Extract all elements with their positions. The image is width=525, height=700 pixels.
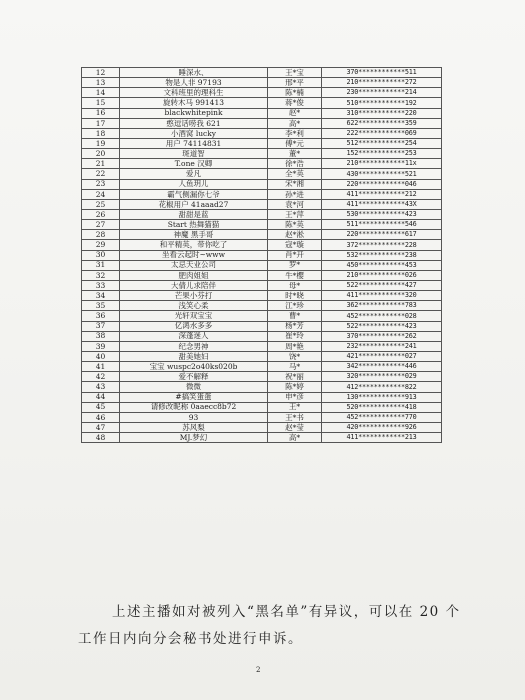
table-row	[82, 169, 442, 179]
real-name: 马*	[268, 362, 322, 372]
id-number: 230************214	[322, 88, 442, 98]
anchor-nickname: blackwhitepink	[120, 108, 268, 118]
row-number: 43	[82, 382, 120, 392]
row-number: 14	[82, 88, 120, 98]
real-name: 赵*莹	[268, 422, 322, 432]
table-row	[82, 382, 442, 392]
real-name: 寇*璇	[268, 240, 322, 250]
id-number: 210************11x	[322, 159, 442, 169]
table-row	[82, 199, 442, 209]
page-number: 2	[256, 666, 261, 674]
notice-line-1: 上述主播如对被列入“黑名单”有异议，可以在 20 个	[112, 604, 461, 620]
anchor-nickname: 霸气侧漏你七爷	[120, 189, 268, 199]
real-name: 宋*湘	[268, 179, 322, 189]
id-number: 530************423	[322, 209, 442, 219]
real-name: 高*	[268, 433, 322, 443]
real-name: 袁*河	[268, 199, 322, 209]
id-number: 411************213	[322, 433, 442, 443]
row-number: 33	[82, 280, 120, 290]
table-row	[82, 149, 442, 159]
anchor-nickname: 纪念男神	[120, 341, 268, 351]
id-number: 232************241	[322, 341, 442, 351]
table-row	[82, 128, 442, 138]
real-name: 杨*芳	[268, 321, 322, 331]
table-row	[82, 220, 442, 230]
row-number: 23	[82, 179, 120, 189]
id-number: 522************427	[322, 280, 442, 290]
id-number: 362************783	[322, 301, 442, 311]
id-number: 222************069	[322, 128, 442, 138]
table-row	[82, 189, 442, 199]
anchor-nickname: 光轩双宝宝	[120, 311, 268, 321]
anchor-nickname: 小酒窝 lucky	[120, 128, 268, 138]
id-number: 220************046	[322, 179, 442, 189]
row-number: 44	[82, 392, 120, 402]
row-number: 21	[82, 159, 120, 169]
row-number: 25	[82, 199, 120, 209]
row-number: 42	[82, 372, 120, 382]
row-number: 38	[82, 331, 120, 341]
id-number: 430************521	[322, 169, 442, 179]
anchor-nickname: 用户 74114831	[120, 138, 268, 148]
anchor-nickname: T.one 汉卿	[120, 159, 268, 169]
real-name: 高*	[268, 118, 322, 128]
id-number: 411************212	[322, 189, 442, 199]
id-number: 622************359	[322, 118, 442, 128]
anchor-nickname: 爱不解释	[120, 372, 268, 382]
row-number: 39	[82, 341, 120, 351]
anchor-nickname: 亿鸿水多多	[120, 321, 268, 331]
real-name: 罗*	[268, 260, 322, 270]
row-number: 13	[82, 78, 120, 88]
id-number: 421************027	[322, 351, 442, 361]
anchor-nickname: 肥肉姐姐	[120, 270, 268, 280]
anchor-nickname: 人鱼玥儿	[120, 179, 268, 189]
row-number: 22	[82, 169, 120, 179]
real-name: 王*	[268, 402, 322, 412]
real-name: 王*书	[268, 412, 322, 422]
table-row	[82, 230, 442, 240]
table-row	[82, 280, 442, 290]
real-name: 崔*玲	[268, 331, 322, 341]
table-row	[82, 301, 442, 311]
table-row	[82, 68, 442, 78]
real-name: 周*艳	[268, 341, 322, 351]
row-number: 34	[82, 291, 120, 301]
anchor-nickname: 请修改昵称 0aaecc8b72	[120, 402, 268, 412]
row-number: 48	[82, 433, 120, 443]
anchor-nickname: 甜美她妇	[120, 351, 268, 361]
table-row	[82, 159, 442, 169]
anchor-nickname: 花椒用户 41aaad27	[120, 199, 268, 209]
real-name: 孙*进	[268, 189, 322, 199]
anchor-nickname: 宝宝 wuspc2o40ks020b	[120, 362, 268, 372]
anchor-nickname: 斑道智	[120, 149, 268, 159]
row-number: 12	[82, 68, 120, 78]
row-number: 32	[82, 270, 120, 280]
table-row	[82, 291, 442, 301]
id-number: 370************262	[322, 331, 442, 341]
id-number: 420************926	[322, 422, 442, 432]
anchor-nickname: 睡深水、	[120, 68, 268, 78]
row-number: 29	[82, 240, 120, 250]
table-row	[82, 321, 442, 331]
row-number: 40	[82, 351, 120, 361]
anchor-nickname: 神魔 黑手哥	[120, 230, 268, 240]
row-number: 37	[82, 321, 120, 331]
id-number: 130************913	[322, 392, 442, 402]
id-number: 512************254	[322, 138, 442, 148]
row-number: 26	[82, 209, 120, 219]
real-name: 江*珍	[268, 301, 322, 311]
real-name: 饶*	[268, 351, 322, 361]
anchor-nickname: 爱凡	[120, 169, 268, 179]
real-name: 牛*樱	[268, 270, 322, 280]
row-number: 47	[82, 422, 120, 432]
real-name: 蒋*俊	[268, 98, 322, 108]
real-name: 邢*平	[268, 78, 322, 88]
table-row	[82, 412, 442, 422]
anchor-nickname: 浅笑心柔	[120, 301, 268, 311]
table-row	[82, 250, 442, 260]
table-row	[82, 331, 442, 341]
id-number: 320************029	[322, 372, 442, 382]
row-number: 27	[82, 220, 120, 230]
real-name: 申*彦	[268, 392, 322, 402]
real-name: 母*	[268, 280, 322, 290]
real-name: 赵*淞	[268, 230, 322, 240]
anchor-nickname: 和平精英，带你吃了	[120, 240, 268, 250]
table-row	[82, 270, 442, 280]
real-name: 陈*楠	[268, 88, 322, 98]
id-number: 411************320	[322, 291, 442, 301]
anchor-nickname: MJ.梦幻	[120, 433, 268, 443]
anchor-nickname: 憨逗话唠我 621	[120, 118, 268, 128]
anchor-nickname: 93	[120, 412, 268, 422]
row-number: 30	[82, 250, 120, 260]
row-number: 19	[82, 138, 120, 148]
id-number: 310************220	[322, 108, 442, 118]
table-row	[82, 402, 442, 412]
row-number: 18	[82, 128, 120, 138]
anchor-nickname: 深蓬迷人	[120, 331, 268, 341]
table-row	[82, 108, 442, 118]
anchor-nickname: #搞笑蛋蛋	[120, 392, 268, 402]
id-number: 412************822	[322, 382, 442, 392]
table-row	[82, 311, 442, 321]
id-number: 522************423	[322, 321, 442, 331]
id-number: 450************453	[322, 260, 442, 270]
anchor-nickname: 苏风梨	[120, 422, 268, 432]
id-number: 452************028	[322, 311, 442, 321]
id-number: 370************511	[322, 68, 442, 78]
row-number: 24	[82, 189, 120, 199]
id-number: 411************43X	[322, 199, 442, 209]
real-name: 陈*英	[268, 220, 322, 230]
blacklist-table	[81, 67, 442, 443]
table-row	[82, 240, 442, 250]
row-number: 41	[82, 362, 120, 372]
real-name: 肖*开	[268, 250, 322, 260]
anchor-nickname: Start 热舞猫猫	[120, 220, 268, 230]
table-row	[82, 88, 442, 98]
table-row	[82, 341, 442, 351]
id-number: 520************418	[322, 402, 442, 412]
table-row	[82, 372, 442, 382]
anchor-nickname: 文科班里的理科生	[120, 88, 268, 98]
real-name: 祝*丽	[268, 372, 322, 382]
table-row	[82, 209, 442, 219]
id-number: 210************026	[322, 270, 442, 280]
table-row	[82, 179, 442, 189]
real-name: 赵*	[268, 108, 322, 118]
table-row	[82, 118, 442, 128]
anchor-nickname: 微微	[120, 382, 268, 392]
anchor-nickname: 旋转木马 991413	[120, 98, 268, 108]
id-number: 452************770	[322, 412, 442, 422]
table-row	[82, 78, 442, 88]
row-number: 16	[82, 108, 120, 118]
id-number: 342************446	[322, 362, 442, 372]
real-name: 董*	[268, 149, 322, 159]
table-row	[82, 260, 442, 270]
anchor-nickname: 太忌天业公司	[120, 260, 268, 270]
table-row	[82, 392, 442, 402]
row-number: 31	[82, 260, 120, 270]
row-number: 17	[82, 118, 120, 128]
table-row	[82, 433, 442, 443]
id-number: 511************546	[322, 220, 442, 230]
row-number: 36	[82, 311, 120, 321]
id-number: 532************238	[322, 250, 442, 260]
anchor-nickname: 坐看云起时~www	[120, 250, 268, 260]
id-number: 152************253	[322, 149, 442, 159]
table-row	[82, 362, 442, 372]
id-number: 210************272	[322, 78, 442, 88]
anchor-nickname: 芒果小芬打	[120, 291, 268, 301]
real-name: 时*晓	[268, 291, 322, 301]
real-name: 陈*婷	[268, 382, 322, 392]
table-row	[82, 422, 442, 432]
anchor-nickname: 大倩儿求陪伴	[120, 280, 268, 290]
row-number: 20	[82, 149, 120, 159]
anchor-nickname: 甜甜是蓝	[120, 209, 268, 219]
real-name: 王*宝	[268, 68, 322, 78]
table-row	[82, 98, 442, 108]
table-row	[82, 138, 442, 148]
row-number: 45	[82, 402, 120, 412]
real-name: 全*英	[268, 169, 322, 179]
row-number: 28	[82, 230, 120, 240]
real-name: 李*利	[268, 128, 322, 138]
id-number: 510************192	[322, 98, 442, 108]
real-name: 傅*元	[268, 138, 322, 148]
real-name: 王*萍	[268, 209, 322, 219]
notice-line-2: 工作日内向分会秘书处进行申诉。	[78, 631, 303, 647]
row-number: 35	[82, 301, 120, 311]
real-name: 曹*	[268, 311, 322, 321]
id-number: 220************617	[322, 230, 442, 240]
real-name: 徐*浩	[268, 159, 322, 169]
row-number: 46	[82, 412, 120, 422]
table-row	[82, 351, 442, 361]
row-number: 15	[82, 98, 120, 108]
id-number: 372************228	[322, 240, 442, 250]
anchor-nickname: 物是人非 97193	[120, 78, 268, 88]
